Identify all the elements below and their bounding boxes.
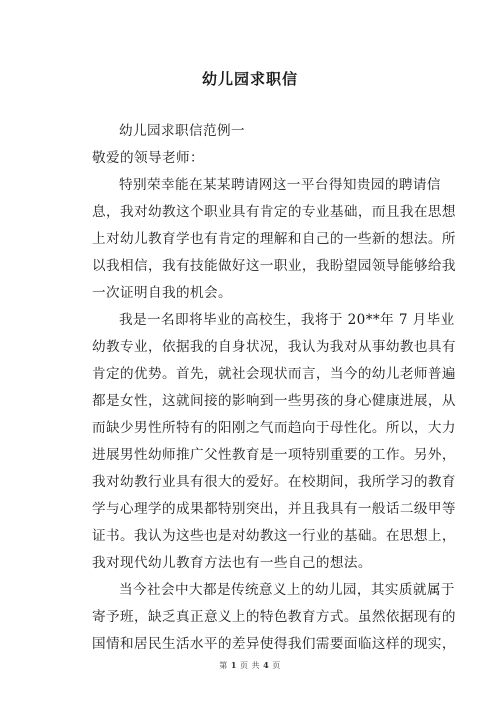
body-line: 特别荣幸能在某某聘请网这一平台得知贵园的聘请信 [119, 177, 441, 193]
body-line: 寄予班，缺乏真正意义上的特色教育方式。虽然依据现有的 [92, 609, 456, 625]
body-line: 我对现代幼儿教育方法也有一些自己的想法。 [92, 555, 372, 571]
footer-total-pages: 4 [263, 660, 270, 670]
body-line: 以我相信，我有技能做好这一职业，我盼望园领导能够给我 [92, 258, 456, 274]
body-line: 息，我对幼教这个职业具有肯定的专业基础，而且我在思想 [92, 204, 456, 220]
body-line: 进展男性幼师推广父性教育是一项特别重要的工作。另外， [92, 447, 456, 463]
body-line: 幼教专业，依据我的自身状况，我认为我对从事幼教也具有 [92, 339, 456, 355]
body-line: 学与心理学的成果都特别突出，并且我具有一般话二级甲等 [92, 501, 456, 517]
body-line: 我对幼教行业具有很大的爱好。在校期间，我所学习的教育 [92, 474, 456, 490]
page-footer [0, 660, 500, 671]
body-line: 幼儿园求职信范例一 [119, 123, 245, 139]
body-line: 敬爱的领导老师： [92, 150, 204, 166]
footer-middle: 页 共 [239, 661, 261, 670]
body-line: 上对幼儿教育学也有肯定的理解和自己的一些新的想法。所 [92, 231, 456, 247]
body-line: 都是女性，这就间接的影响到一些男孩的身心健康进展，从 [92, 393, 456, 409]
body-line: 肯定的优势。首先，就社会现状而言，当今的幼儿老师普遍 [92, 366, 456, 382]
body-line: 国情和居民生活水平的差异使得我们需要面临这样的现实， [92, 636, 456, 652]
body-line: 当今社会中大都是传统意义上的幼儿园，其实质就属于 [119, 582, 455, 598]
body-line: 我是一名即将毕业的高校生，我将于 20**年 7 月毕业 [119, 312, 455, 328]
body-line: 一次证明自我的机会。 [92, 285, 232, 301]
document-body [92, 118, 456, 658]
footer-suffix: 页 [272, 661, 281, 670]
footer-prefix: 第 [219, 661, 228, 670]
document-title: 幼儿园求职信 [201, 70, 298, 88]
footer-page-number: 1 [230, 660, 237, 670]
body-line: 证书。我认为这些也是对幼教这一行业的基础。在思想上， [92, 528, 456, 544]
body-line: 而缺少男性所特有的阳刚之气而趋向于母性化。所以，大力 [92, 420, 456, 436]
